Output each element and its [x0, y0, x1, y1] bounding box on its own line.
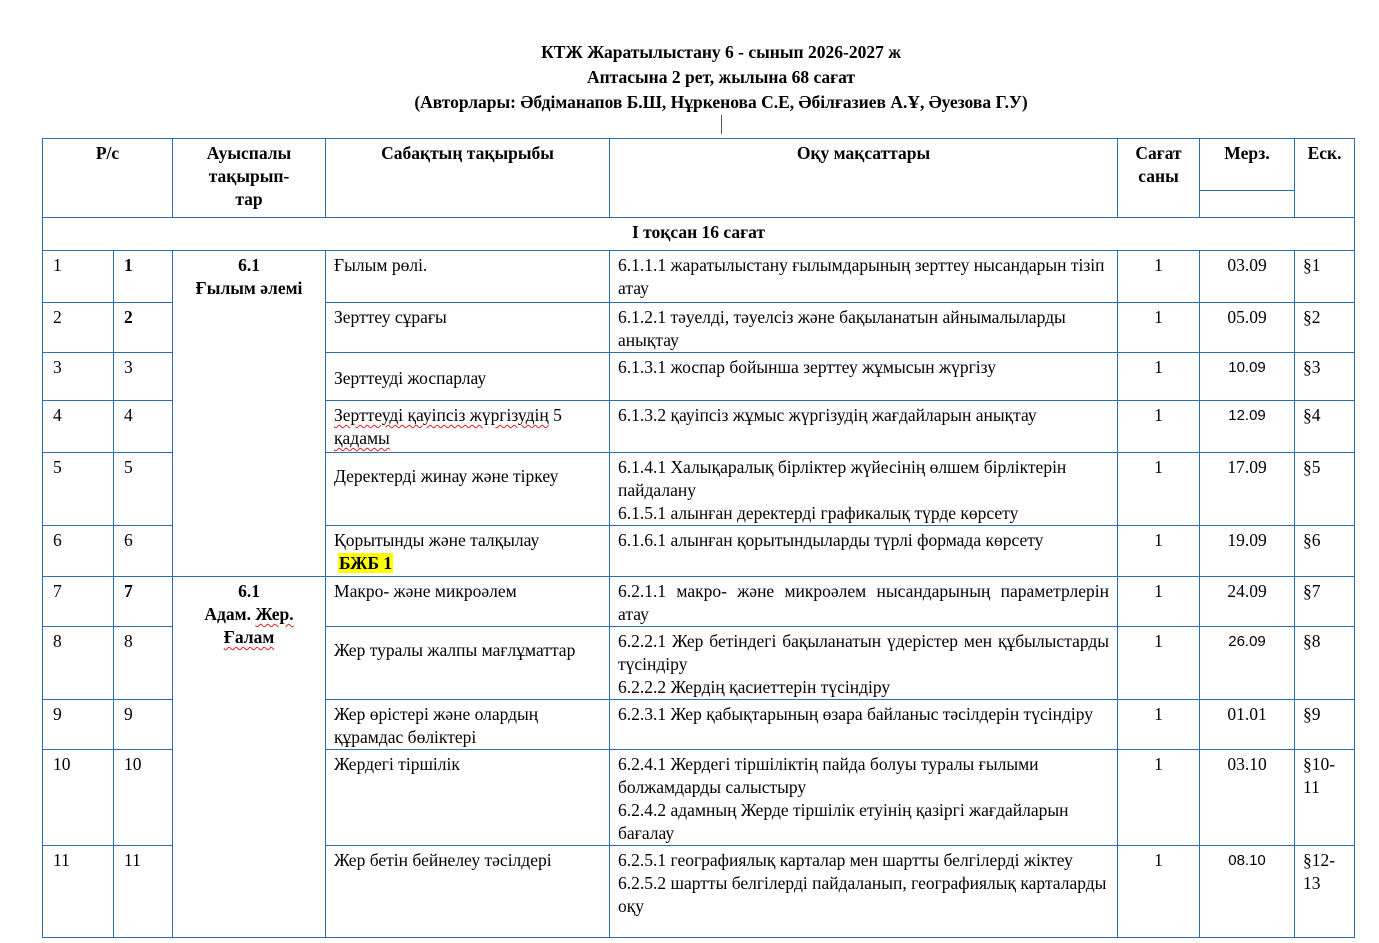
note: §7 [1295, 577, 1355, 627]
row-number: 11 [43, 846, 114, 938]
hours: 1 [1118, 577, 1200, 627]
hours: 1 [1118, 303, 1200, 353]
lesson-number: 8 [114, 627, 173, 700]
topic-name-part2: Жер. [255, 604, 294, 624]
topic-name-part3: Ғалам [223, 627, 275, 647]
section-title: І тоқсан 16 сағат [43, 218, 1355, 251]
learning-goals [610, 251, 1118, 303]
text-cursor [721, 115, 722, 134]
date: 26.09 [1200, 627, 1295, 700]
topic-code: 6.1 [238, 255, 260, 275]
goal-item: 6.1.5.1 алынған деректерді графикалық түрде көрсету [618, 503, 1019, 523]
row-number: 1 [43, 251, 114, 303]
lesson-title: Жер туралы жалпы мағлұматтар [326, 627, 610, 700]
hours: 1 [1118, 846, 1200, 938]
learning-goals [610, 750, 1118, 846]
goal-item: 6.2.4.1 Жердегі тіршіліктің пайда болуы туралы ғылыми болжамдарды салыстыру [618, 754, 1039, 797]
learning-goals [610, 353, 1118, 401]
topic-name-part1: Адам. [204, 604, 256, 624]
hours: 1 [1118, 700, 1200, 750]
note: §8 [1295, 627, 1355, 700]
row-number: 7 [43, 577, 114, 627]
lesson-title-part2: 5 [548, 405, 562, 425]
row-number: 3 [43, 353, 114, 401]
lesson-number: 11 [114, 846, 173, 938]
note [1295, 750, 1355, 846]
column-header-topics [173, 139, 326, 218]
header-authors: (Авторлары: Әбдіманапов Б.Ш, Нұркенова С.Е, Әбілғазиев А.Ұ, Әуезова Г.У) [414, 92, 1028, 112]
learning-goals [610, 526, 1118, 577]
header-schedule: Аптасына 2 рет, жылына 68 сағат [586, 67, 856, 87]
lesson-title-text: Қорытынды және талқылау [334, 530, 540, 550]
lesson-title: Ғылым рөлі. [326, 251, 610, 303]
lesson-title-part3: қадамы [334, 428, 390, 448]
date: 19.09 [1200, 526, 1295, 577]
goal-item: 6.2.5.2 шартты белгілерді пайдаланып, географиялық карталарды оқу [618, 873, 1107, 916]
row-number: 5 [43, 453, 114, 526]
table-header-row [43, 139, 1355, 218]
row-number: 9 [43, 700, 114, 750]
lesson-title [326, 401, 610, 453]
lesson-title [326, 526, 610, 577]
note: §3 [1295, 353, 1355, 401]
column-header-hours-line2: саны [1138, 166, 1179, 186]
date: 24.09 [1200, 577, 1295, 627]
lesson-title: Зерттеу сұрағы [326, 303, 610, 353]
lesson-title: Жер өрістері және олардың құрамдас бөліктері [326, 700, 610, 750]
learning-goals [610, 577, 1118, 627]
column-header-goals: Оқу мақсаттары [610, 139, 1118, 218]
date: 05.09 [1200, 303, 1295, 353]
lesson-title-part1: Зерттеуді қауіпсіз жүргізудің [334, 405, 549, 425]
topic-name [181, 603, 317, 626]
column-header-hours-line1: Сағат [1135, 143, 1182, 163]
date: 12.09 [1200, 401, 1295, 453]
date: 08.10 [1200, 846, 1295, 938]
lesson-number: 5 [114, 453, 173, 526]
column-header-note: Еск. [1295, 139, 1355, 218]
table-row [43, 251, 1355, 303]
column-header-hours [1118, 139, 1200, 218]
row-number: 8 [43, 627, 114, 700]
goal-item: 6.2.2.1 Жер бетіндегі бақыланатын үдерістер мен құбылыстарды түсіндіру [618, 631, 1110, 674]
hours: 1 [1118, 750, 1200, 846]
goal-item: 6.2.2.2 Жердің қасиеттерін түсіндіру [618, 677, 891, 697]
note-line1: §10- [1303, 754, 1336, 774]
learning-goals [610, 700, 1118, 750]
hours: 1 [1118, 353, 1200, 401]
learning-goals [610, 401, 1118, 453]
hours: 1 [1118, 251, 1200, 303]
assessment-badge: БЖБ 1 [339, 553, 393, 573]
lesson-title: Деректерді жинау және тіркеу [326, 453, 610, 526]
goal-item: 6.2.3.1 Жер қабықтарының өзара байланыс тәсілдерін түсіндіру [618, 704, 1093, 724]
calendar-plan-table [42, 138, 1355, 938]
goal-item: 6.1.6.1 алынған қорытындыларды түрлі формада көрсету [618, 530, 1044, 550]
note [1295, 846, 1355, 938]
topic-name: Ғылым әлемі [195, 278, 303, 298]
lesson-title: Зерттеуді жоспарлау [326, 353, 610, 401]
date: 03.10 [1200, 750, 1295, 846]
goal-item: 6.2.5.1 географиялық карталар мен шартты белгілерді жіктеу [618, 850, 1073, 870]
note-line2: 11 [1303, 777, 1320, 797]
note: §4 [1295, 401, 1355, 453]
note-line1: §12- [1303, 850, 1336, 870]
column-header-date-label: Мерз. [1200, 139, 1294, 191]
row-number: 6 [43, 526, 114, 577]
hours: 1 [1118, 401, 1200, 453]
hours: 1 [1118, 453, 1200, 526]
topic-cell [173, 251, 326, 577]
document-header [0, 40, 1379, 115]
date: 10.09 [1200, 353, 1295, 401]
lesson-number: 4 [114, 401, 173, 453]
date: 17.09 [1200, 453, 1295, 526]
row-number: 4 [43, 401, 114, 453]
column-header-date-subcell [1200, 191, 1294, 215]
note-line2: 13 [1303, 873, 1321, 893]
lesson-number: 10 [114, 750, 173, 846]
section-row [43, 218, 1355, 251]
lesson-number: 7 [114, 577, 173, 627]
topic-code: 6.1 [238, 581, 260, 601]
column-header-topics-line3: тар [235, 189, 263, 209]
note: §6 [1295, 526, 1355, 577]
header-title: КТЖ Жаратылыстану 6 - сынып 2026-2027 ж [541, 42, 901, 62]
goal-item: 6.1.1.1 жаратылыстану ғылымдарының зерттеу нысандарын тізіп атау [618, 255, 1105, 298]
lesson-title: Жердегі тіршілік [326, 750, 610, 846]
hours: 1 [1118, 627, 1200, 700]
lesson-number: 1 [114, 251, 173, 303]
learning-goals [610, 846, 1118, 938]
goal-item: 6.2.1.1 макро- және микроәлем нысандарының параметрлерін атау [618, 581, 1110, 624]
topic-cell [173, 577, 326, 938]
column-header-rs: Р/с [43, 139, 173, 218]
column-header-topics-line1: Ауыспалы [206, 143, 292, 163]
note: §9 [1295, 700, 1355, 750]
date: 01.01 [1200, 700, 1295, 750]
note: §2 [1295, 303, 1355, 353]
row-number: 2 [43, 303, 114, 353]
learning-goals [610, 627, 1118, 700]
goal-item: 6.1.2.1 тәуелді, тәуелсіз және бақыланатын айнымалыларды анықтау [618, 307, 1066, 350]
goal-item: 6.1.3.2 қауіпсіз жұмыс жүргізудің жағдайларын анықтау [618, 405, 1037, 425]
goal-item: 6.2.4.2 адамның Жерде тіршілік етуінің қазіргі жағдайларын бағалау [618, 800, 1069, 843]
lesson-title: Жер бетін бейнелеу тәсілдері [326, 846, 610, 938]
learning-goals [610, 303, 1118, 353]
lesson-number: 3 [114, 353, 173, 401]
goal-item: 6.1.4.1 Халықаралық бірліктер жүйесінің өлшем бірліктерін пайдалану [618, 457, 1067, 500]
learning-goals [610, 453, 1118, 526]
goal-item: 6.1.3.1 жоспар бойынша зерттеу жұмысын жүргізу [618, 357, 996, 377]
lesson-title: Макро- және микроәлем [326, 577, 610, 627]
note: §5 [1295, 453, 1355, 526]
column-header-lesson: Сабақтың тақырыбы [326, 139, 610, 218]
lesson-number: 6 [114, 526, 173, 577]
date: 03.09 [1200, 251, 1295, 303]
lesson-number: 9 [114, 700, 173, 750]
row-number: 10 [43, 750, 114, 846]
column-header-date [1200, 139, 1295, 218]
hours: 1 [1118, 526, 1200, 577]
column-header-topics-line2: тақырып- [208, 166, 290, 186]
lesson-number: 2 [114, 303, 173, 353]
note: §1 [1295, 251, 1355, 303]
table-row [43, 577, 1355, 627]
